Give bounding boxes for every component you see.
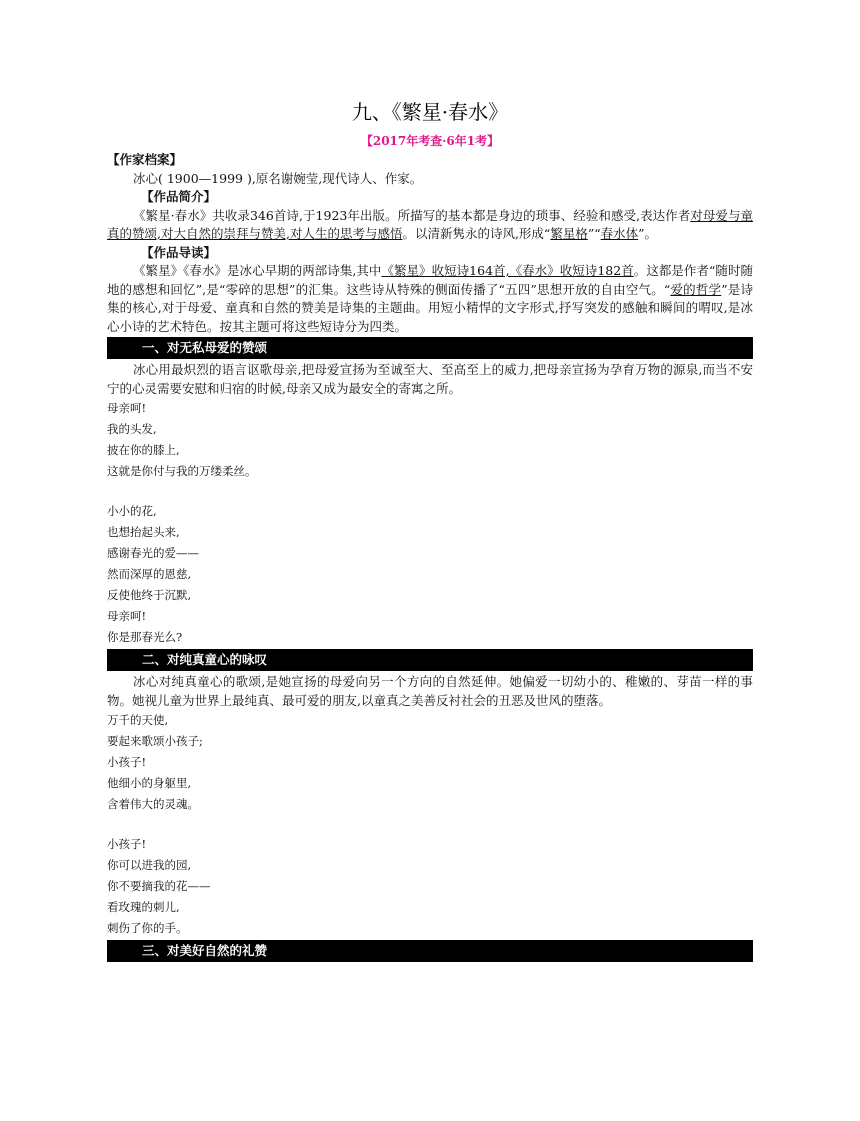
section-heading-childhood: 二、对纯真童心的咏叹: [107, 649, 753, 671]
poem-line: 我的头发,: [107, 422, 157, 436]
poem-line: 母亲呵!: [107, 401, 147, 415]
document-body: [107, 151, 753, 964]
section-heading-mother-love: 一、对无私母爱的赞颂: [107, 337, 753, 359]
poem-mother-1: [107, 398, 753, 501]
poem-line: 反使他终于沉默,: [107, 588, 192, 602]
author-text: 冰心( 1900—1999 ),原名谢婉莹,现代诗人、作家。: [133, 170, 423, 186]
guide-heading: 【作品导读】: [141, 244, 217, 260]
poem-line: 万千的天使,: [107, 713, 169, 727]
page-title: 九、《繁星·春水》: [351, 100, 509, 124]
poem-child-2: [107, 834, 753, 939]
poem-line: 要起来歌颂小孩子;: [107, 734, 203, 748]
poem-line: 看玫瑰的刺儿,: [107, 900, 180, 914]
poem-child-1: [107, 710, 753, 834]
poem-line: 小小的花,: [107, 504, 157, 518]
poem-mother-2: [107, 501, 753, 648]
poem-line: 披在你的膝上,: [107, 443, 180, 457]
poem-line: 感谢春光的爱——: [107, 546, 199, 560]
section-paragraph-childhood: 冰心对纯真童心的歌颂,是她宣扬的母爱向另一个方向的自然延伸。她偏爱一切幼小的、稚嫩的、芽苗一样的事物。她视儿童为世界上最纯真、最可爱的朋友,以童真之美善反衬社会的丑恶及世风的堕落。: [107, 674, 753, 708]
poem-line: 你是那春光么?: [107, 630, 183, 644]
poem-line: 小孩子!: [107, 837, 147, 851]
poem-line: 然而深厚的恩慈,: [107, 567, 192, 581]
intro-paragraph: 《繁星·春水》共收录346首诗,于1923年出版。所描写的基本都是身边的琐事、经验和感受,表达作者对母爱与童真的赞颂,对大自然的崇拜与赞美,对人生的思考与感悟。以清新隽永的诗风,形成“繁星格”“春水体”。: [107, 207, 753, 241]
poem-line: 也想抬起头来,: [107, 525, 180, 539]
section-paragraph-mother-love: 冰心用最炽烈的语言讴歌母亲,把母爱宣扬为至诚至大、至高至上的威力,把母亲宣扬为孕育万物的源泉,而当不安宁的心灵需要安慰和归宿的时候,母亲又成为最安全的寄寓之所。: [107, 362, 753, 396]
poem-line: 你不要摘我的花——: [107, 879, 211, 893]
poem-line: 你可以进我的园,: [107, 858, 192, 872]
section-heading-nature: 三、对美好自然的礼赞: [107, 940, 753, 962]
author-heading: 【作家档案】: [107, 152, 183, 167]
poem-line: 他细小的身躯里,: [107, 776, 192, 790]
intro-heading: 【作品简介】: [141, 189, 217, 204]
poem-line: 母亲呵!: [107, 609, 147, 623]
poem-line: 这就是你付与我的万缕柔丝。: [107, 464, 257, 478]
poem-line: 含着伟大的灵魂。: [107, 797, 199, 811]
poem-line: 小孩子!: [107, 755, 147, 769]
exam-frequency-note: 【2017年考查·6年1考】: [360, 134, 500, 148]
guide-paragraph: 《繁星》《春水》是冰心早期的两部诗集,其中《繁星》收短诗164首,《春水》收短诗182首。这都是作者“随时随地的感想和回忆”,是“零碎的思想”的汇集。这些诗从特殊的侧面传播了“五四”思想开放的自由空气。“爱的哲学”是诗集的核心,对于母爱、童真和自然的赞美是诗集的主题曲。用短小精悍的文字形式,抒写突发的感触和瞬间的喟叹,是冰心小诗的艺术特色。按其主题可将这些短诗分为四类。: [107, 263, 753, 334]
poem-line: 刺伤了你的手。: [107, 921, 188, 935]
